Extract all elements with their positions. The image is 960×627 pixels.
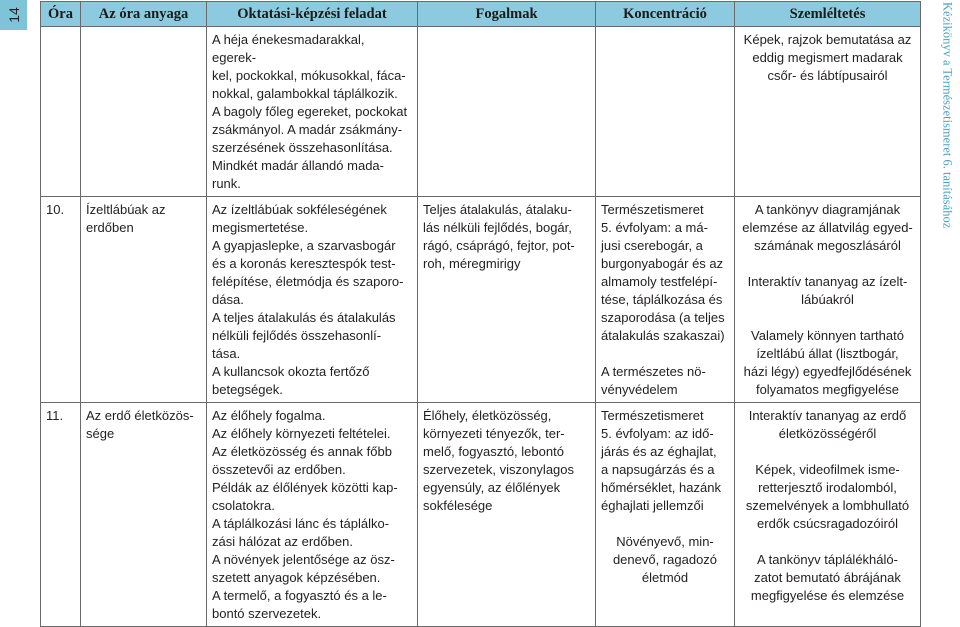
text-line: 5. évfolyam: a má- (601, 220, 708, 235)
cell-task (207, 403, 418, 627)
text-line: A táplálkozási lánc és táplálko- (212, 516, 390, 531)
text-line: szemelvények a lombhullató (745, 498, 910, 513)
cell-num (41, 403, 81, 627)
text-line: tása. (212, 346, 241, 361)
text-line: rágó, csáprágó, fejtor, pot- (423, 238, 575, 253)
text-line: lábúakról (801, 292, 854, 307)
text-line: nokkal, galambokkal táplálkozik. (212, 86, 398, 101)
text-line: A természetes nö- (601, 364, 706, 379)
text-line: Teljes átalakulás, átalaku- (423, 202, 572, 217)
cell-concepts (418, 197, 596, 403)
header-task: Oktatási-képzési feladat (207, 2, 418, 27)
text-line: dása. (212, 292, 244, 307)
text-line: Képek, rajzok bemutatása az (743, 32, 912, 47)
text-line: életközösségéről (778, 426, 877, 441)
text-line: lás nélküli fejlődés, bogár, (423, 220, 572, 235)
text-line: szetett anyagok képzésében. (212, 570, 381, 585)
text-line: a napsugárzás és a (601, 462, 715, 477)
cell-topic (81, 27, 207, 197)
text-line: Ízeltlábúak az (86, 202, 166, 217)
text-line: zatot bemutató ábrájának (754, 570, 901, 585)
text-line: ízeltlábú állat (lisztbogár, (756, 346, 899, 361)
text-line: melő, fogyasztó, lebontó (423, 444, 564, 459)
table-row-intro (41, 27, 921, 197)
cell-concepts (418, 403, 596, 627)
text-line: életmód (641, 570, 689, 585)
text-line: bontó szervezetek. (212, 606, 322, 621)
text-line: A héja énekesmadarakkal, egerek- (212, 32, 365, 65)
text-line: Az életközösség és annak főbb (212, 444, 392, 459)
text-line: házi légy) egyedfejlődésének (743, 364, 912, 379)
text-line: retterjesztő irodalomból, (758, 480, 897, 495)
text-line: Interaktív tananyag az ízelt- (747, 274, 908, 289)
text-line: hőmérséklet, hazánk (601, 480, 721, 495)
cell-visual (735, 403, 921, 627)
text-line: nélküli fejlődés összehasonlí- (212, 328, 382, 343)
cell-concentration (596, 403, 735, 627)
side-title-text: Kézikönyv a Természetismeret 6. tanításához (940, 2, 955, 229)
table-row-lesson-11 (41, 403, 921, 627)
text-line: A kullancsok okozta fertőző (212, 364, 370, 379)
text-line: környezeti tényezők, ter- (423, 426, 565, 441)
text-line: Interaktív tananyag az erdő (748, 408, 907, 423)
text-line: zási hálózat az erdőben. (212, 534, 353, 549)
cell-num (41, 27, 81, 197)
header-row (41, 2, 921, 27)
text-line: elemzése az állatvilág egyed- (742, 220, 913, 235)
side-running-title (936, 0, 958, 621)
text-line: Természetismeret (601, 408, 704, 423)
cell-task (207, 27, 418, 197)
text-line: Növényevő, min- (616, 534, 714, 549)
text-line: megfigyelése és elemzése (750, 588, 905, 603)
text-line: szervezetek, viszonylagos (423, 462, 575, 477)
text-line: zsákmányol. A madár zsákmány- (212, 122, 403, 137)
text-line: Mindkét madár állandó mada- (212, 158, 384, 173)
cell-concentration (596, 27, 735, 197)
text-line: eddig megismert madarak (752, 50, 903, 65)
text-line: jusi cserebogár, a (601, 238, 703, 253)
lesson-number: 10. (46, 202, 65, 217)
text-line: átalakulás szakaszai) (601, 328, 725, 343)
cell-topic (81, 403, 207, 627)
text-line: tése, táplálkozása és (601, 292, 723, 307)
spacer (740, 309, 915, 327)
cell-visual (735, 27, 921, 197)
text-line: erdők csúcsragadozóiról (757, 516, 898, 531)
text-line: Természetismeret (601, 202, 704, 217)
page-number: 14 (5, 7, 22, 23)
spacer (601, 515, 729, 533)
text-line: sége (86, 426, 115, 441)
header-concepts: Fogalmak (418, 2, 596, 27)
header-lesson: Óra (41, 2, 81, 27)
text-line: szaporodása (a teljes (601, 310, 725, 325)
text-line: összetevői az erdőben. (212, 462, 346, 477)
text-line: A teljes átalakulás és átalakulás (212, 310, 396, 325)
text-line: kel, pockokkal, mókusokkal, fáca- (212, 68, 406, 83)
text-line: A tankönyv diagramjának (754, 202, 901, 217)
text-line: 5. évfolyam: az idő- (601, 426, 714, 441)
text-line: megismertetése. (212, 220, 309, 235)
table-row-lesson-10 (41, 197, 921, 403)
text-line: szerzésének összehasonlítása. (212, 140, 393, 155)
text-line: Az élőhely fogalma. (212, 408, 326, 423)
text-line: roh, méregmirigy (423, 256, 521, 271)
text-line: erdőben (86, 220, 134, 235)
text-line: burgonyabogár és az (601, 256, 724, 271)
text-line: és a koronás keresztespók test- (212, 256, 396, 271)
text-line: sokfélesége (423, 498, 493, 513)
spacer (740, 255, 915, 273)
cell-concepts (418, 27, 596, 197)
spacer (740, 533, 915, 551)
lesson-number: 11. (46, 408, 64, 423)
text-line: denevő, ragadozó (612, 552, 718, 567)
cell-concentration (596, 197, 735, 403)
text-line: csolatokra. (212, 498, 275, 513)
header-topic: Az óra anyaga (81, 2, 207, 27)
text-line: A termelő, a fogyasztó és a le- (212, 588, 387, 603)
text-line: felépítése, életmódja és szaporo- (212, 274, 404, 289)
text-line: éghajlati jellemzői (601, 498, 704, 513)
header-concentration: Koncentráció (596, 2, 735, 27)
text-line: Az ízeltlábúak sokféleségének (212, 202, 387, 217)
text-line: betegségek. (212, 382, 283, 397)
text-line: A bagoly főleg egereket, pockokat (212, 104, 408, 119)
text-line: A gyapjaslepke, a szarvasbogár (212, 238, 396, 253)
text-line: Az erdő életközös- (86, 408, 194, 423)
text-line: Valamely könnyen tartható (751, 328, 904, 343)
text-line: folyamatos megfigyelése (755, 382, 900, 397)
text-line: A növények jelentősége az ösz- (212, 552, 395, 567)
spacer (601, 345, 729, 363)
cell-task (207, 197, 418, 403)
page-number-tab (0, 0, 27, 30)
lesson-plan-table (40, 1, 921, 627)
cell-visual (735, 197, 921, 403)
cell-num (41, 197, 81, 403)
text-line: runk. (212, 176, 241, 191)
text-line: egyensúly, az élőlények (423, 480, 561, 495)
text-line: csőr- és lábtípusairól (767, 68, 888, 83)
text-line: járás és az éghajlat, (601, 444, 717, 459)
text-line: Képek, videofilmek isme- (755, 462, 900, 477)
text-line: Élőhely, életközösség, (423, 408, 552, 423)
text-line: A tankönyv táplálékháló- (757, 552, 898, 567)
cell-topic (81, 197, 207, 403)
text-line: Példák az élőlények közötti kap- (212, 480, 398, 495)
text-line: vényvédelem (601, 382, 678, 397)
text-line: almamoly testfelépí- (601, 274, 718, 289)
text-line: Az élőhely környezeti feltételei. (212, 426, 391, 441)
text-line: számának megoszlásáról (754, 238, 901, 253)
spacer (740, 443, 915, 461)
header-visual: Szemléltetés (735, 2, 921, 27)
